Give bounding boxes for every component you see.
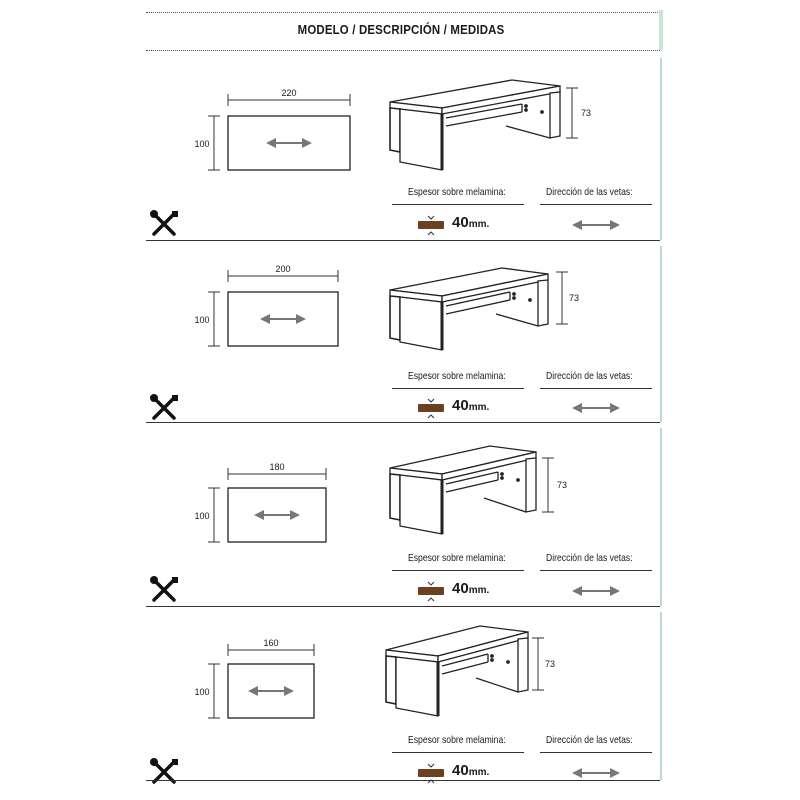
top-dotted-rule: [146, 12, 660, 13]
thickness-value: 40mm.: [452, 214, 490, 231]
table-perspective-drawing: [386, 626, 528, 716]
wrench-screwdriver-icon: [150, 210, 178, 234]
grain-direction-arrow-icon: [572, 403, 620, 413]
thickness-underline: [392, 388, 524, 389]
thickness-label: Espesor sobre melamina:: [408, 370, 506, 382]
width-label: 180: [269, 462, 285, 472]
depth-label: 100: [194, 687, 210, 697]
model-drawings: [146, 246, 660, 422]
wrench-screwdriver-icon: [150, 394, 178, 418]
row-separator: [146, 240, 660, 241]
page-title: MODELO / DESCRIPCIÓN / MEDIDAS: [297, 22, 505, 37]
thickness-underline: [392, 752, 524, 753]
height-label: 73: [544, 659, 556, 669]
grain-direction-arrow-icon: [572, 220, 620, 230]
grain-arrow-icon: [266, 138, 312, 148]
depth-label: 100: [194, 315, 210, 325]
model-drawings: [146, 612, 660, 788]
width-label: 160: [263, 638, 279, 648]
row-separator: [146, 422, 660, 423]
model-row-2: [146, 246, 660, 422]
thickness-underline: [392, 570, 524, 571]
model-row-3: [146, 428, 660, 606]
grain-underline: [540, 388, 652, 389]
grain-label: Dirección de las vetas:: [546, 186, 633, 198]
spec-sheet: [146, 10, 664, 782]
row-accent-line: [660, 612, 662, 780]
height-label: 73: [568, 293, 580, 303]
grain-underline: [540, 752, 652, 753]
model-row-4: [146, 612, 660, 788]
thickness-value: 40mm.: [452, 397, 490, 414]
melamine-thickness-icon: [418, 216, 444, 235]
row-accent-line: [660, 58, 662, 240]
table-perspective-drawing: [390, 268, 548, 350]
thickness-value: 40mm.: [452, 580, 490, 597]
thickness-value: 40mm.: [452, 762, 490, 779]
row-separator: [146, 606, 660, 607]
thickness-label: Espesor sobre melamina:: [408, 552, 506, 564]
width-label: 200: [275, 264, 291, 274]
grain-direction-arrow-icon: [572, 586, 620, 596]
grain-label: Dirección de las vetas:: [546, 552, 633, 564]
grain-arrow-icon: [254, 510, 300, 520]
thickness-underline: [392, 204, 524, 205]
table-perspective-drawing: [390, 446, 536, 534]
depth-label: 100: [194, 139, 210, 149]
model-row-1: [146, 58, 660, 240]
grain-underline: [540, 204, 652, 205]
grain-underline: [540, 570, 652, 571]
depth-label: 100: [194, 511, 210, 521]
wrench-screwdriver-icon: [150, 576, 178, 600]
wrench-screwdriver-icon: [150, 758, 178, 782]
model-drawings: [146, 428, 660, 606]
melamine-thickness-icon: [418, 399, 444, 418]
grain-arrow-icon: [260, 314, 306, 324]
thickness-label: Espesor sobre melamina:: [408, 734, 506, 746]
width-label: 220: [281, 88, 297, 98]
header-dotted-rule: [146, 50, 660, 51]
grain-arrow-icon: [248, 686, 294, 696]
header-accent-bar: [659, 10, 663, 50]
grain-label: Dirección de las vetas:: [546, 734, 633, 746]
melamine-thickness-icon: [418, 582, 444, 601]
model-drawings: [146, 58, 660, 240]
thickness-label: Espesor sobre melamina:: [408, 186, 506, 198]
height-label: 73: [556, 480, 568, 490]
row-accent-line: [660, 246, 662, 422]
row-separator: [146, 780, 660, 781]
row-accent-line: [660, 428, 662, 606]
grain-label: Dirección de las vetas:: [546, 370, 633, 382]
height-label: 73: [580, 108, 592, 118]
table-perspective-drawing: [390, 80, 560, 170]
grain-direction-arrow-icon: [572, 768, 620, 778]
